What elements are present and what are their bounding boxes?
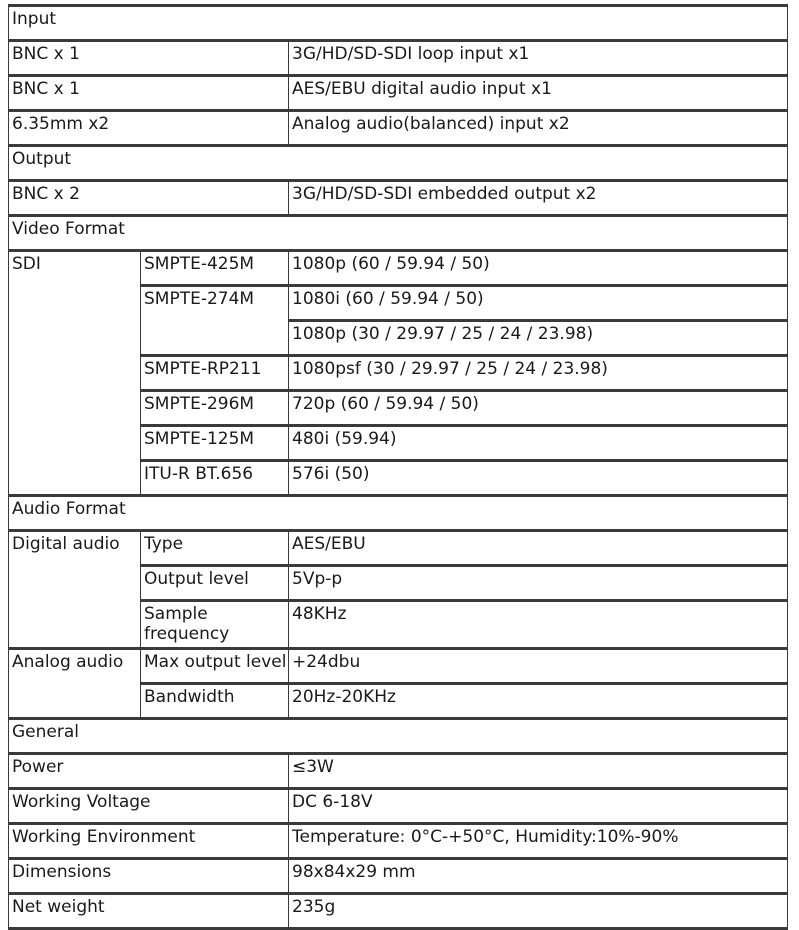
row-label: Working Voltage (9, 789, 289, 824)
table-row (9, 251, 788, 286)
section-header-row (9, 719, 788, 754)
table-row (9, 754, 788, 789)
video-standard: SMPTE-296M (141, 391, 289, 426)
row-value: AES/EBU digital audio input x1 (289, 76, 788, 111)
row-label: Output level (141, 566, 289, 601)
specification-table (8, 4, 788, 930)
row-value: 20Hz-20KHz (289, 684, 788, 719)
row-value: 235g (289, 894, 788, 929)
table-row (9, 41, 788, 76)
table-row (9, 824, 788, 859)
video-format-value: 1080i (60 / 59.94 / 50) (289, 286, 788, 321)
video-format-value: 1080p (30 / 29.97 / 25 / 24 / 23.98) (289, 321, 788, 356)
table-row (9, 859, 788, 894)
table-row (9, 111, 788, 146)
video-standard: ITU-R BT.656 (141, 461, 289, 496)
video-format-value: 576i (50) (289, 461, 788, 496)
table-row (9, 531, 788, 566)
row-value: Temperature: 0°C-+50°C, Humidity:10%-90% (289, 824, 788, 859)
row-value: DC 6-18V (289, 789, 788, 824)
row-label: Max output level (141, 649, 289, 684)
row-value: +24dbu (289, 649, 788, 684)
row-label: Working Environment (9, 824, 289, 859)
group-label-digital-audio: Digital audio (9, 531, 141, 649)
video-standard: SMPTE-425M (141, 251, 289, 286)
section-header-row (9, 216, 788, 251)
table-row (9, 894, 788, 929)
section-title-output: Output (9, 146, 788, 181)
section-header-row (9, 146, 788, 181)
row-label: Sample frequency (141, 601, 289, 649)
row-label: 6.35mm x2 (9, 111, 289, 146)
row-label: BNC x 1 (9, 76, 289, 111)
video-format-value: 1080p (60 / 59.94 / 50) (289, 251, 788, 286)
section-title-general: General (9, 719, 788, 754)
group-label-sdi: SDI (9, 251, 141, 496)
video-format-value: 480i (59.94) (289, 426, 788, 461)
row-value: Analog audio(balanced) input x2 (289, 111, 788, 146)
row-label: Bandwidth (141, 684, 289, 719)
section-title-video-format: Video Format (9, 216, 788, 251)
video-format-value: 720p (60 / 59.94 / 50) (289, 391, 788, 426)
video-format-value: 1080psf (30 / 29.97 / 25 / 24 / 23.98) (289, 356, 788, 391)
row-value: 3G/HD/SD-SDI embedded output x2 (289, 181, 788, 216)
row-label: Power (9, 754, 289, 789)
row-value: AES/EBU (289, 531, 788, 566)
table-row (9, 649, 788, 684)
row-value: ≤3W (289, 754, 788, 789)
row-label: BNC x 1 (9, 41, 289, 76)
table-row (9, 76, 788, 111)
section-header-row (9, 6, 788, 41)
group-label-analog-audio: Analog audio (9, 649, 141, 719)
row-label: BNC x 2 (9, 181, 289, 216)
row-value: 98x84x29 mm (289, 859, 788, 894)
row-value: 5Vp-p (289, 566, 788, 601)
table-row (9, 181, 788, 216)
video-standard: SMPTE-274M (141, 286, 289, 356)
section-title-audio-format: Audio Format (9, 496, 788, 531)
row-label: Type (141, 531, 289, 566)
video-standard: SMPTE-RP211 (141, 356, 289, 391)
row-value: 48KHz (289, 601, 788, 649)
section-header-row (9, 496, 788, 531)
row-label: Net weight (9, 894, 289, 929)
video-standard: SMPTE-125M (141, 426, 289, 461)
row-label: Dimensions (9, 859, 289, 894)
section-title-input: Input (9, 6, 788, 41)
row-value: 3G/HD/SD-SDI loop input x1 (289, 41, 788, 76)
table-row (9, 789, 788, 824)
